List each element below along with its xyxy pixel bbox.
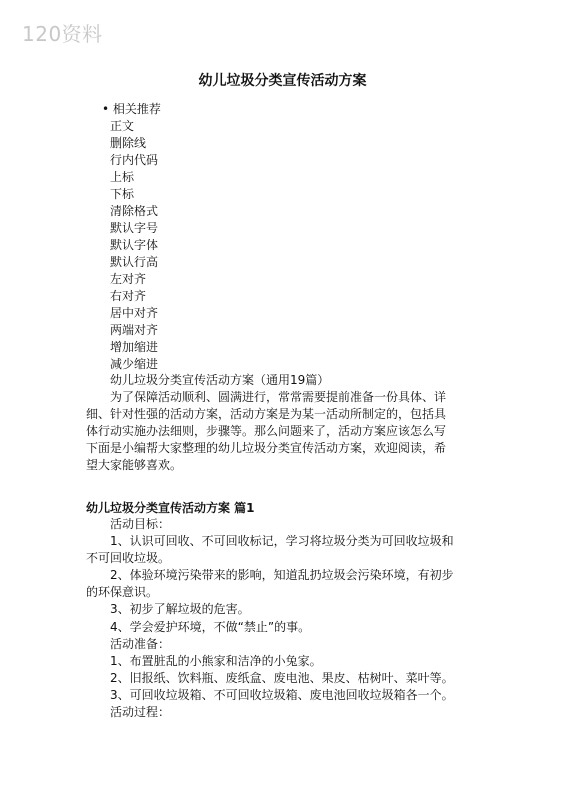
document-title: 幼儿垃圾分类宣传活动方案 — [198, 73, 367, 89]
menu-item-align-center[interactable]: 居中对齐 — [110, 306, 159, 320]
body-line: 的环保意识。 — [86, 585, 159, 600]
body-line: 1、认识可回收、不可回收标记，学习将垃圾分类为可回收垃圾和 — [110, 534, 454, 549]
menu-item-body-text[interactable]: 正文 — [110, 119, 135, 133]
menu-item-related[interactable]: • 相关推荐 — [102, 101, 161, 118]
intro-heading: 幼儿垃圾分类宣传活动方案（通用19篇） — [110, 373, 330, 387]
menu-item-outdent[interactable]: 减少缩进 — [110, 357, 159, 371]
menu-item-default-line-height[interactable]: 默认行高 — [110, 255, 159, 269]
body-line-prep-heading: 活动准备： — [110, 636, 171, 651]
body-line: 2、体验环境污染带来的影响，知道乱扔垃圾会污染环境，有初步 — [110, 568, 454, 583]
intro-paragraph-line: 体行动实施办法细则，步骤等。那么问题来了，活动方案应该怎么写 — [86, 424, 447, 438]
menu-item-indent[interactable]: 增加缩进 — [110, 340, 159, 354]
section-title: 幼儿垃圾分类宣传活动方案 篇1 — [86, 501, 255, 515]
intro-paragraph-line: 为了保障活动顺利、圆满进行，常常需要提前准备一份具体、详 — [110, 390, 447, 404]
menu-item-inline-code[interactable]: 行内代码 — [110, 153, 159, 167]
section-body — [86, 516, 486, 721]
body-line: 2、旧报纸、饮料瓶、废纸盒、废电池、果皮、枯树叶、菜叶等。 — [110, 670, 454, 685]
menu-item-default-font-size[interactable]: 默认字号 — [110, 221, 159, 235]
body-line: 3、初步了解垃圾的危害。 — [110, 602, 250, 617]
body-line-goal-heading: 活动目标： — [110, 517, 171, 531]
menu-item-clear-format[interactable]: 清除格式 — [110, 204, 159, 218]
intro-section — [86, 372, 484, 474]
intro-paragraph-line: 下面是小编帮大家整理的幼儿垃圾分类宣传活动方案，欢迎阅读，希 — [86, 441, 447, 455]
menu-item-align-right[interactable]: 右对齐 — [110, 289, 147, 303]
menu-item-justify[interactable]: 两端对齐 — [110, 323, 159, 337]
body-line: 不可回收垃圾。 — [86, 551, 171, 566]
menu-item-default-font[interactable]: 默认字体 — [110, 238, 159, 252]
body-line: 1、布置脏乱的小熊家和洁净的小兔家。 — [110, 653, 322, 668]
intro-paragraph-line: 望大家能够喜欢。 — [86, 458, 183, 472]
menu-item-align-left[interactable]: 左对齐 — [110, 272, 147, 286]
related-menu — [110, 101, 161, 373]
menu-item-strikethrough[interactable]: 删除线 — [110, 136, 147, 150]
body-line: 4、学会爱护环境，不做“禁止”的事。 — [110, 619, 311, 634]
watermark-logo: 120资料 — [22, 22, 103, 46]
body-line-process-heading: 活动过程： — [110, 705, 171, 720]
menu-item-superscript[interactable]: 上标 — [110, 170, 135, 184]
menu-item-subscript[interactable]: 下标 — [110, 187, 135, 201]
intro-paragraph-line: 细、针对性强的活动方案，活动方案是为某一活动所制定的，包括具 — [86, 407, 447, 421]
body-line: 3、可回收垃圾箱、不可回收垃圾箱、废电池回收垃圾箱各一个。 — [110, 687, 454, 702]
